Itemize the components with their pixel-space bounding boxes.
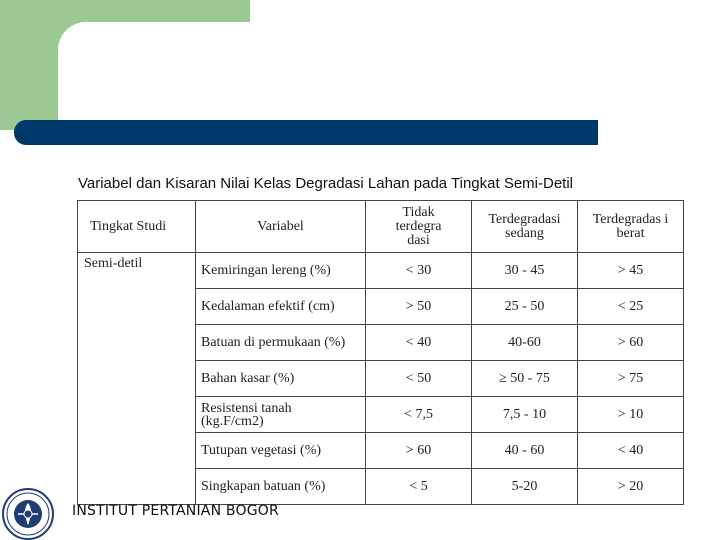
berat-cell: < 25 [578, 289, 684, 325]
title-bar [14, 120, 598, 145]
berat-cell: < 40 [578, 433, 684, 469]
decorative-left-strip [0, 130, 50, 540]
tidak-cell: < 7,5 [366, 397, 472, 433]
sedang-cell: 25 - 50 [472, 289, 578, 325]
header-terdegradasi-berat [578, 201, 684, 253]
table-row [78, 253, 684, 289]
slide-title: Variabel dan Kisaran Nilai Kelas Degradasi Lahan pada Tingkat Semi-Detil [78, 175, 573, 192]
variabel-cell: Singkapan batuan (%) [196, 469, 366, 505]
tidak-cell: > 60 [366, 433, 472, 469]
sedang-cell: 40 - 60 [472, 433, 578, 469]
degradation-table [77, 200, 684, 505]
variabel-cell [196, 325, 366, 361]
footer-institution: INSTITUT PERTANIAN BOGOR [72, 503, 279, 519]
table-header-row [78, 201, 684, 253]
berat-cell: > 60 [578, 325, 684, 361]
variabel-cell [196, 397, 366, 433]
berat-cell: > 20 [578, 469, 684, 505]
header-tidak-label: Tidak terdegra dasi [395, 204, 442, 248]
berat-cell: > 10 [578, 397, 684, 433]
header-terdegradasi-sedang [472, 201, 578, 253]
tidak-cell: < 40 [366, 325, 472, 361]
sedang-cell: ≥ 50 - 75 [472, 361, 578, 397]
variabel-cell: Bahan kasar (%) [196, 361, 366, 397]
variabel-cell: Tutupan vegetasi (%) [196, 433, 366, 469]
tidak-cell: < 30 [366, 253, 472, 289]
ipb-seal-logo-icon [0, 484, 58, 540]
tidak-cell: > 50 [366, 289, 472, 325]
sedang-cell: 5-20 [472, 469, 578, 505]
sedang-cell: 40-60 [472, 325, 578, 361]
header-variabel: Variabel [196, 201, 366, 253]
sedang-cell: 30 - 45 [472, 253, 578, 289]
variabel-cell: Kemiringan lereng (%) [196, 253, 366, 289]
tidak-cell: < 5 [366, 469, 472, 505]
header-tingkat-studi: Tingkat Studi [78, 201, 196, 253]
berat-cell: > 75 [578, 361, 684, 397]
sedang-cell: 7,5 - 10 [472, 397, 578, 433]
tingkat-studi-cell: Semi-detil [78, 253, 196, 505]
header-berat-label: Terdegradas i berat [592, 211, 669, 241]
variabel-text: Resistensi tanah (kg.F/cm2) [201, 400, 292, 429]
berat-cell: > 45 [578, 253, 684, 289]
variabel-cell: Kedalaman efektif (cm) [196, 289, 366, 325]
variabel-text: Batuan di permukaan (%) [201, 335, 346, 350]
decorative-white-card [58, 22, 720, 182]
header-tidak-terdegradasi [366, 201, 472, 253]
header-sedang-label: Terdegradasi sedang [488, 211, 561, 241]
tidak-cell: < 50 [366, 361, 472, 397]
